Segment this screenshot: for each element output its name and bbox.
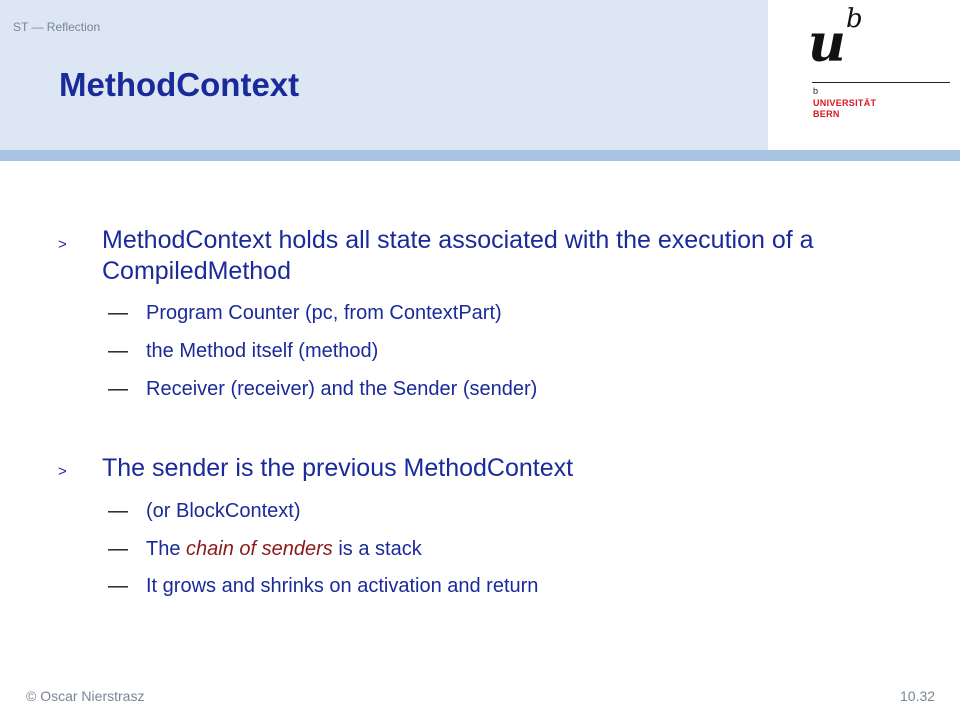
sub-dash: — [108,340,128,362]
logo-text [813,98,876,120]
sub-item-chain-of-senders [146,538,422,561]
sub-dash: — [108,575,128,597]
sub-text-after: is a stack [332,538,422,560]
logo-text-line2: BERN [813,109,840,119]
sub-dash: — [108,538,128,560]
logo-text-line1: UNIVERSITÄT [813,98,877,108]
sub-item-program-counter: Program Counter (pc, from ContextPart) [146,302,502,324]
logo-small-b: b [813,86,819,96]
logo-b-superscript: b [846,4,863,34]
sub-text-before: The [146,538,187,560]
sub-item-block-context: (or BlockContext) [146,500,301,522]
bullet-marker-2: > [58,463,67,480]
bullet-text-1: MethodContext holds all state associated with the execution of a CompiledMethod [102,226,814,285]
sub-item-grows-shrinks: It grows and shrinks on activation and return [146,575,539,597]
sub-item-method: the Method itself (method) [146,340,379,362]
footer-author: © Oscar Nierstrasz [26,688,145,704]
sub-dash: — [108,500,128,522]
bullet-marker-1: > [58,236,67,253]
footer-page-number: 10.32 [900,688,936,704]
sub-dash: — [108,378,128,400]
sub-item-receiver-sender: Receiver (receiver) and the Sender (sender) [146,378,538,400]
logo-u-letter: u [808,13,846,74]
emphasis-chain-of-senders: chain of senders [186,538,333,560]
slide-title: MethodContext [59,66,300,103]
header-rule [0,150,960,161]
logo-area [768,0,960,152]
logo-divider [812,82,950,83]
sub-dash: — [108,302,128,324]
course-label: ST — Reflection [13,20,101,34]
bullet-text-2: The sender is the previous MethodContext [102,454,574,482]
